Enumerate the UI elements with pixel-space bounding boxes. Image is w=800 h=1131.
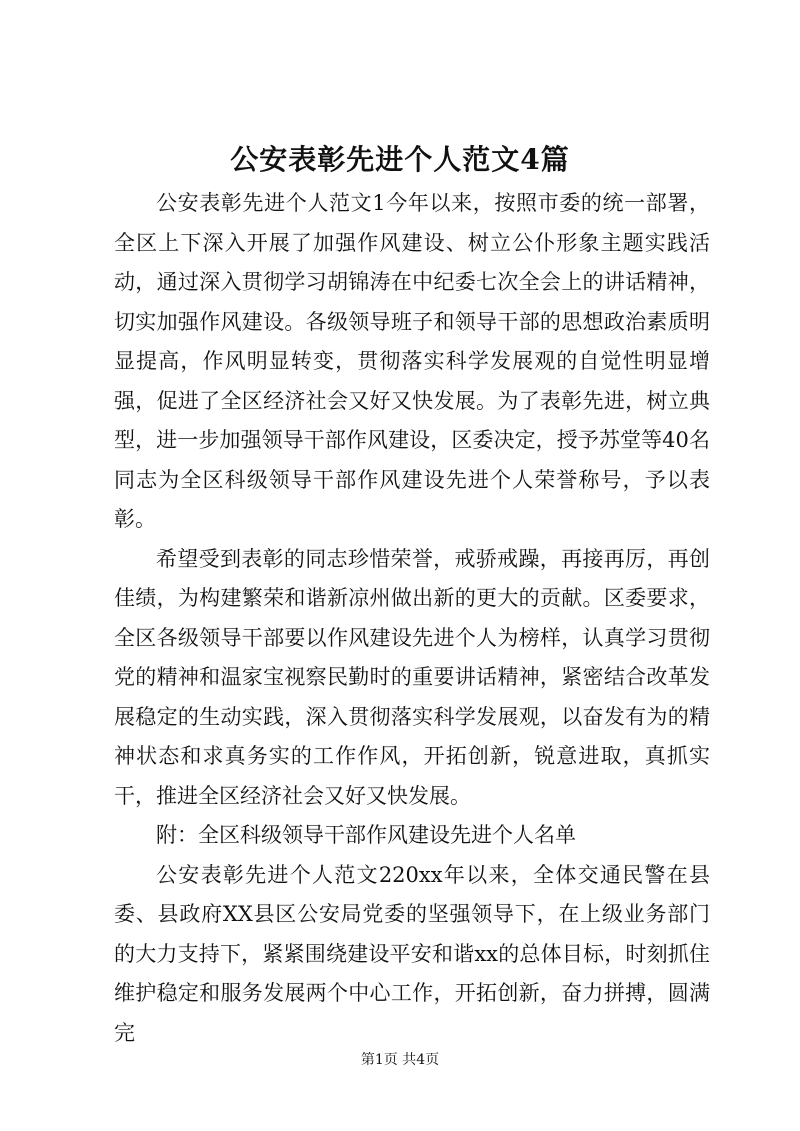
- paragraph-4: 公安表彰先进个人范文220xx年以来，全体交通民警在县委、县政府XX县区公安局党委的坚强领导下，在上级业务部门的大力支持下，紧紧围绕建设平安和谐xx的总体目标，时刻抓住维护稳定和服务发展两个中心工作，开拓创新，奋力拼搏，圆满完: [114, 862, 710, 1045]
- page-number: 第1页 共4页: [360, 1052, 440, 1068]
- paragraph-3: 附：全区科级领导干部作风建设先进个人名单: [156, 823, 576, 847]
- document-body: [114, 184, 710, 1053]
- paragraph-2: 希望受到表彰的同志珍惜荣誉，戒骄戒躁，再接再厉，再创佳绩，为构建繁荣和谐新凉州做出新的更大的贡献。区委要求，全区各级领导干部要以作风建设先进个人为榜样，认真学习贯彻党的精神和温家宝视察民勤时的重要讲话精神，紧密结合改革发展稳定的生动实践，深入贯彻落实科学发展观，以奋发有为的精神状态和求真务实的工作作风，开拓创新，锐意进取，真抓实干，推进全区经济社会又好又快发展。: [114, 546, 710, 808]
- page-title: 公安表彰先进个人范文4篇: [230, 143, 570, 176]
- paragraph-1: 公安表彰先进个人范文1今年以来，按照市委的统一部署，全区上下深入开展了加强作风建设、树立公仆形象主题实践活动，通过深入贯彻学习胡锦涛在中纪委七次全会上的讲话精神，切实加强作风建设。各级领导班子和领导干部的思想政治素质明显提高，作风明显转变，贯彻落实科学发展观的自觉性明显增强，促进了全区经济社会又好又快发展。为了表彰先进，树立典型，进一步加强领导干部作风建设，区委决定，授予苏堂等40名同志为全区科级领导干部作风建设先进个人荣誉称号，予以表彰。: [114, 191, 710, 531]
